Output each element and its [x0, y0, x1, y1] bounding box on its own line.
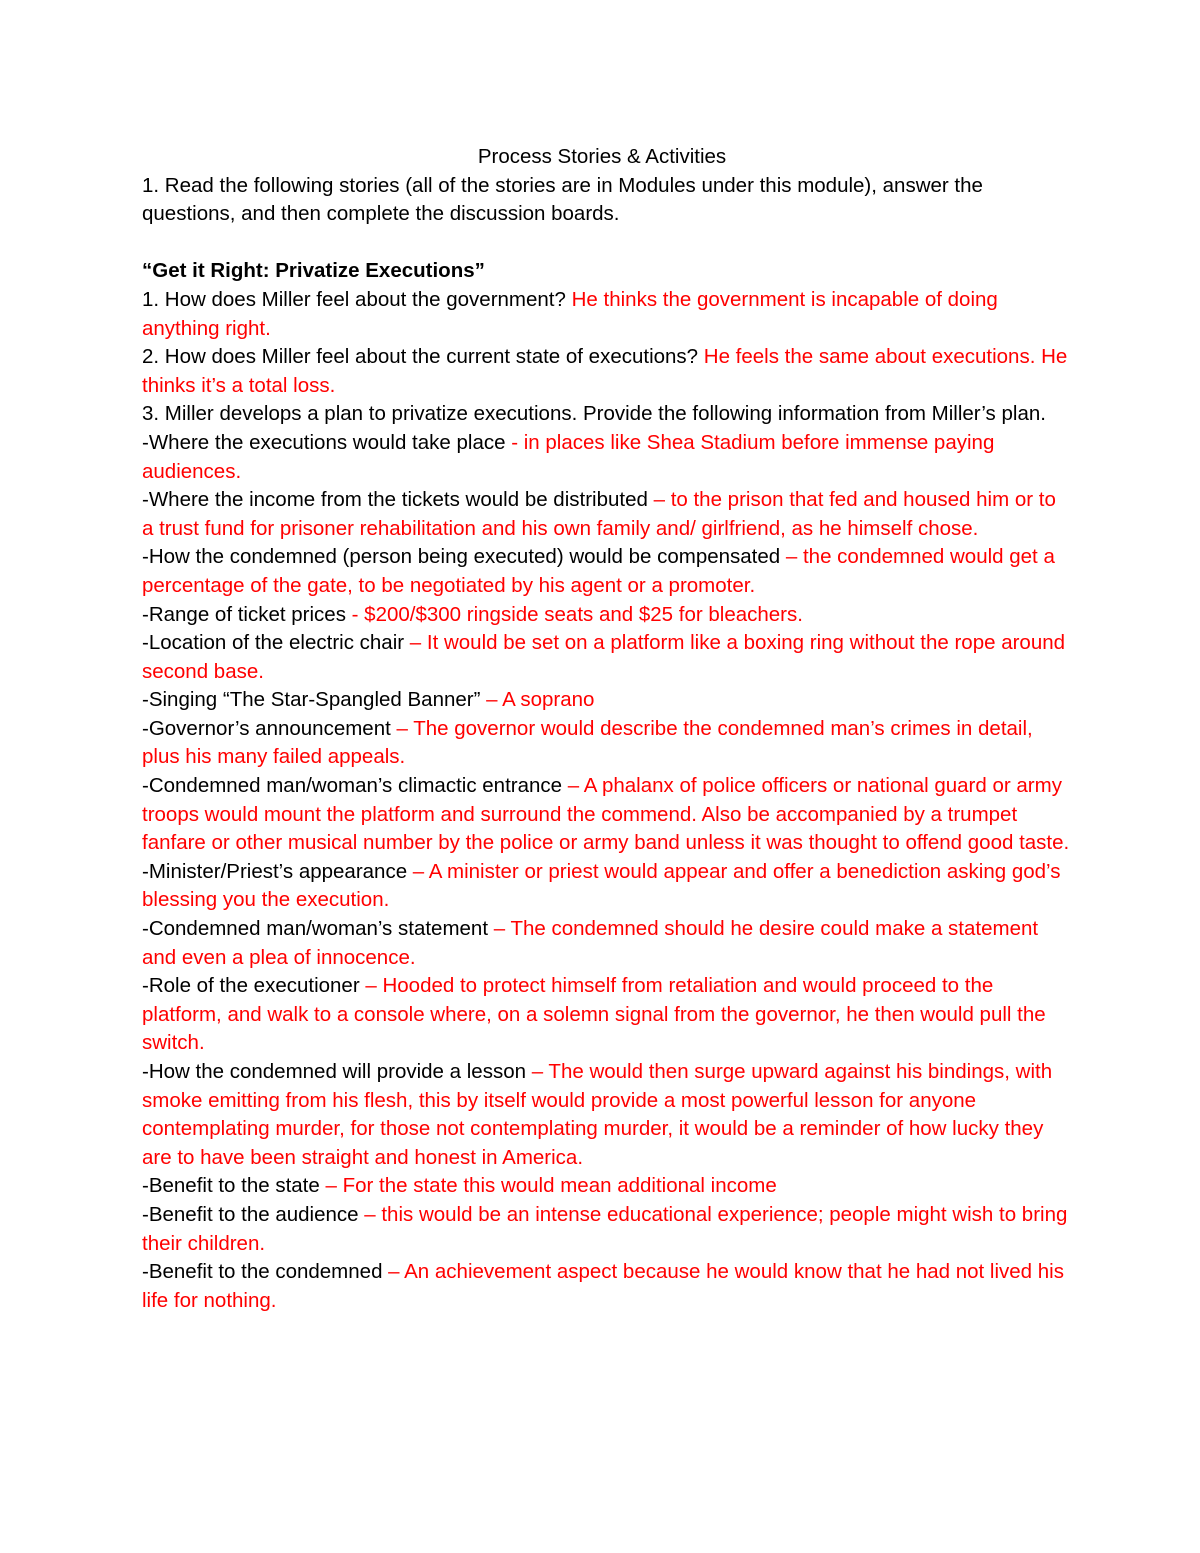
plan-item-benefit-state [142, 1172, 1072, 1201]
story-title: “Get it Right: Privatize Executions” [142, 259, 485, 283]
question-text: 3. Miller develops a plan to privatize executions. Provide the following information from Miller’s plan. [142, 402, 1046, 426]
question-1 [142, 286, 1072, 343]
item-answer: - $200/$300 ringside seats and $25 for bleachers. [351, 602, 803, 626]
item-answer: - in places like Shea Stadium before immense paying audiences. [142, 430, 995, 483]
item-label: -Singing “The Star-Spangled Banner” [142, 688, 487, 712]
question-2 [142, 343, 1072, 400]
item-label: -Where the income from the tickets would be distributed [142, 488, 654, 512]
item-label: -Condemned man/woman’s climactic entrance [142, 774, 568, 798]
item-label: -How the condemned (person being executed) would be compensated [142, 545, 786, 569]
item-answer: – A phalanx of police officers or national guard or army troops would mount the platform and surround the commend. Also be accompanied by a trumpet fanfare or other musical number by the police or army band unless it was thought to offend good taste. [142, 774, 1070, 855]
item-label: -Where the executions would take place [142, 430, 512, 454]
plan-item-anthem [142, 686, 1072, 715]
item-answer: – It would be set on a platform like a boxing ring without the rope around second base. [142, 631, 1066, 683]
page-title: Process Stories & Activities [477, 145, 727, 168]
item-label: -How the condemned will provide a lesson [142, 1060, 532, 1083]
item-answer: – to the prison that fed and housed him or to a trust fund for prisoner rehabilitation and his own family and/ girlfriend, as he himself chose. [142, 488, 1056, 540]
item-answer: – the condemned would get a percentage of the gate, to be negotiated by his agent or a promoter. [142, 545, 1055, 597]
item-label: -Benefit to the state [142, 1174, 326, 1198]
intro-paragraph: 1. Read the following stories (all of the stories are in Modules under this module), answer the questions, and then complete the discussion boards. [142, 173, 983, 226]
plan-item-benefit-audience [142, 1201, 1072, 1258]
question-text: 1. How does Miller feel about the government? [142, 287, 572, 311]
blank-line [142, 229, 1072, 258]
plan-item-lesson [142, 1058, 1072, 1172]
question-text: 2. How does Miller feel about the current state of executions? [142, 345, 704, 369]
item-answer: – The governor would describe the condemned man’s crimes in detail, plus his many failed appeals. [142, 716, 1033, 769]
item-answer: – Hooded to protect himself from retaliation and would proceed to the platform, and walk to a console where, on a solemn signal from the governor, he then would pull the switch. [142, 974, 1046, 1055]
item-answer: – this would be an intense educational experience; people might wish to bring their children. [142, 1202, 1068, 1255]
plan-item-benefit-condemned [142, 1258, 1072, 1315]
item-label: -Benefit to the condemned [142, 1260, 389, 1284]
plan-item-governor [142, 715, 1072, 772]
item-label: -Minister/Priest’s appearance [142, 859, 413, 883]
answer-text: He thinks the government is incapable of doing anything right. [142, 287, 998, 340]
plan-item-compensation [142, 543, 1072, 600]
item-label: -Range of ticket prices [142, 602, 352, 626]
item-label: -Condemned man/woman’s statement [142, 917, 494, 941]
plan-item-income-distribution [142, 486, 1072, 543]
plan-item-entrance [142, 772, 1072, 858]
item-answer: – A soprano [486, 688, 595, 712]
item-label: -Governor’s announcement [142, 716, 397, 740]
plan-item-execution-location [142, 429, 1072, 486]
plan-item-statement [142, 915, 1072, 972]
answer-text: He feels the same about executions. He thinks it’s a total loss. [142, 345, 1068, 397]
plan-item-electric-chair [142, 629, 1072, 686]
item-answer: – For the state this would mean additional income [325, 1174, 777, 1198]
item-answer: – The condemned should he desire could make a statement and even a plea of innocence. [142, 917, 1039, 969]
plan-item-minister [142, 858, 1072, 915]
document-body [142, 143, 1072, 1315]
item-answer: – A minister or priest would appear and offer a benediction asking god’s blessing you the execution. [142, 859, 1061, 912]
item-label: -Role of the executioner [142, 974, 366, 998]
plan-item-ticket-prices [142, 601, 1072, 630]
plan-item-executioner [142, 972, 1072, 1058]
item-answer: – An achievement aspect because he would know that he had not lived his life for nothing. [142, 1260, 1064, 1312]
item-label: -Location of the electric chair [142, 631, 410, 655]
item-label: -Benefit to the audience [142, 1202, 365, 1226]
item-answer: – The would then surge upward against his bindings, with smoke emitting from his flesh, this by itself would provide a most powerful lesson for anyone contemplating murder, for those not contemplating murder, it would be a reminder of how lucky they are to have been straight and honest in America. [142, 1060, 1053, 1169]
question-3 [142, 400, 1072, 429]
